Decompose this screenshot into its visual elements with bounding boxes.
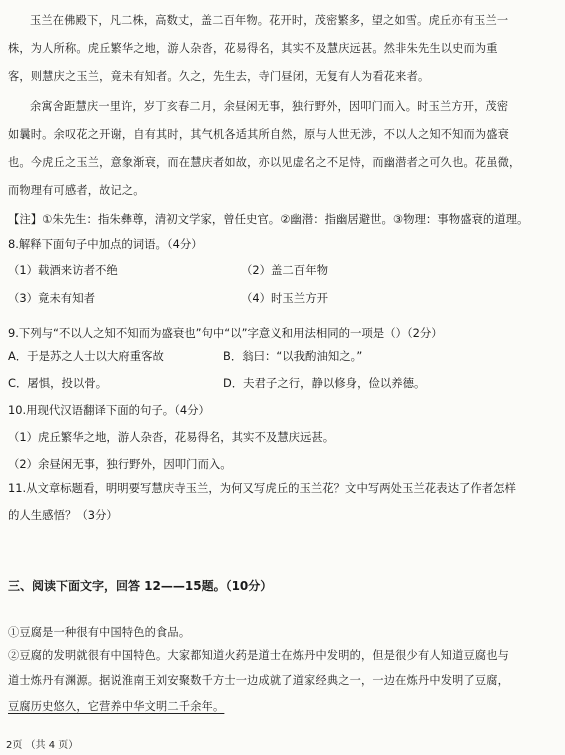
question-9-option: A．于是苏之人士以大府重客故 xyxy=(8,349,164,363)
question-9-option: B．翁曰：“以我酌油知之。” xyxy=(223,349,363,363)
question-8-item: （1）载酒来访者不绝 xyxy=(8,263,118,277)
question-9-row xyxy=(8,375,559,391)
question-9-stem: 9.下列与“不以人之知不知而为盛衰也”句中“以”字意义和用法相同的一项是（）（2分） xyxy=(8,326,443,340)
question-9-option: C．屠惧，投以骨。 xyxy=(8,376,108,390)
section-3-paragraph: 道士炼丹有渊源。据说淮南王刘安聚数千方士一边成就了道家经典之一，一边在炼丹中发明了豆腐， xyxy=(8,674,510,687)
question-11-stem: 的人生感悟？（3分） xyxy=(8,508,118,522)
passage-line: 客，则慧庆之玉兰，竟未有知者。久之，先生去，寺门昼闭，无复有人为看花来者。 xyxy=(8,70,430,83)
question-10-stem: 10.用现代汉语翻译下面的句子。（4分） xyxy=(8,403,210,417)
passage-line: 如曩时。余叹花之开谢，自有其时，其气机各适其所自然，原与人世无涉，不以人之知不知而为盛衰 xyxy=(8,128,510,141)
section-3-paragraph: 豆腐历史悠久，它营养中华文明二千余年。 xyxy=(8,700,225,713)
question-11-stem: 11.从文章标题看，明明要写慧庆寺玉兰，为何又写虎丘的玉兰花？文中写两处玉兰花表达了作者怎样 xyxy=(8,481,516,495)
passage-line: 玉兰在佛殿下，凡二株，高数丈，盖二百年物。花开时，茂密繁多，望之如雪。虎丘亦有玉兰一 xyxy=(30,14,509,27)
section-3-paragraph: ②豆腐的发明就很有中国特色。大家都知道火药是道士在炼丹中发明的，但是很少有人知道豆腐也与 xyxy=(8,649,510,662)
passage-line: 余寓舍距慧庆一里许，岁丁亥春二月，余昼闲无事，独行野外，因叩门而入。时玉兰方开，茂密 xyxy=(30,100,509,113)
question-9-option: D．夫君子之行，静以修身，俭以养德。 xyxy=(223,376,426,390)
question-8-item: （4）时玉兰方开 xyxy=(241,291,328,305)
question-10-item: （1）虎丘繁华之地，游人杂沓，花易得名，其实不及慧庆远甚。 xyxy=(8,430,335,444)
section-3-paragraph: ①豆腐是一种很有中国特色的食品。 xyxy=(8,626,191,639)
section-3-title: 三、阅读下面文字，回答 12——15题。（10分） xyxy=(8,579,273,593)
question-10-item: （2）余昼闲无事，独行野外，因叩门而入。 xyxy=(8,457,232,471)
question-8-row xyxy=(8,290,559,306)
passage-line: 株，为人所称。虎丘繁华之地，游人杂沓，花易得名，其实不及慧庆远甚。然非朱先生以史而为重 xyxy=(8,42,498,55)
passage-line: 而物理有可感者，故记之。 xyxy=(8,184,145,197)
question-8-item: （3）竟未有知者 xyxy=(8,291,95,305)
passage-line: 也。今虎丘之玉兰，意象渐衰，而在慧庆者如故，亦以见虚名之不足恃，而幽潜者之可久也。花虽微， xyxy=(8,156,521,169)
page-footer: 2页 （共 4 页） xyxy=(6,740,79,751)
passage-note: 【注】①朱先生：指朱彝尊，清初文学家，曾任史官。②幽潜：指幽居避世。③物理：事物盛衰的道理。 xyxy=(8,212,529,226)
question-8-row xyxy=(8,262,559,278)
question-8-item: （2）盖二百年物 xyxy=(241,263,328,277)
question-9-row xyxy=(8,348,559,364)
question-8-stem: 8.解释下面句子中加点的词语。（4分） xyxy=(8,237,203,251)
